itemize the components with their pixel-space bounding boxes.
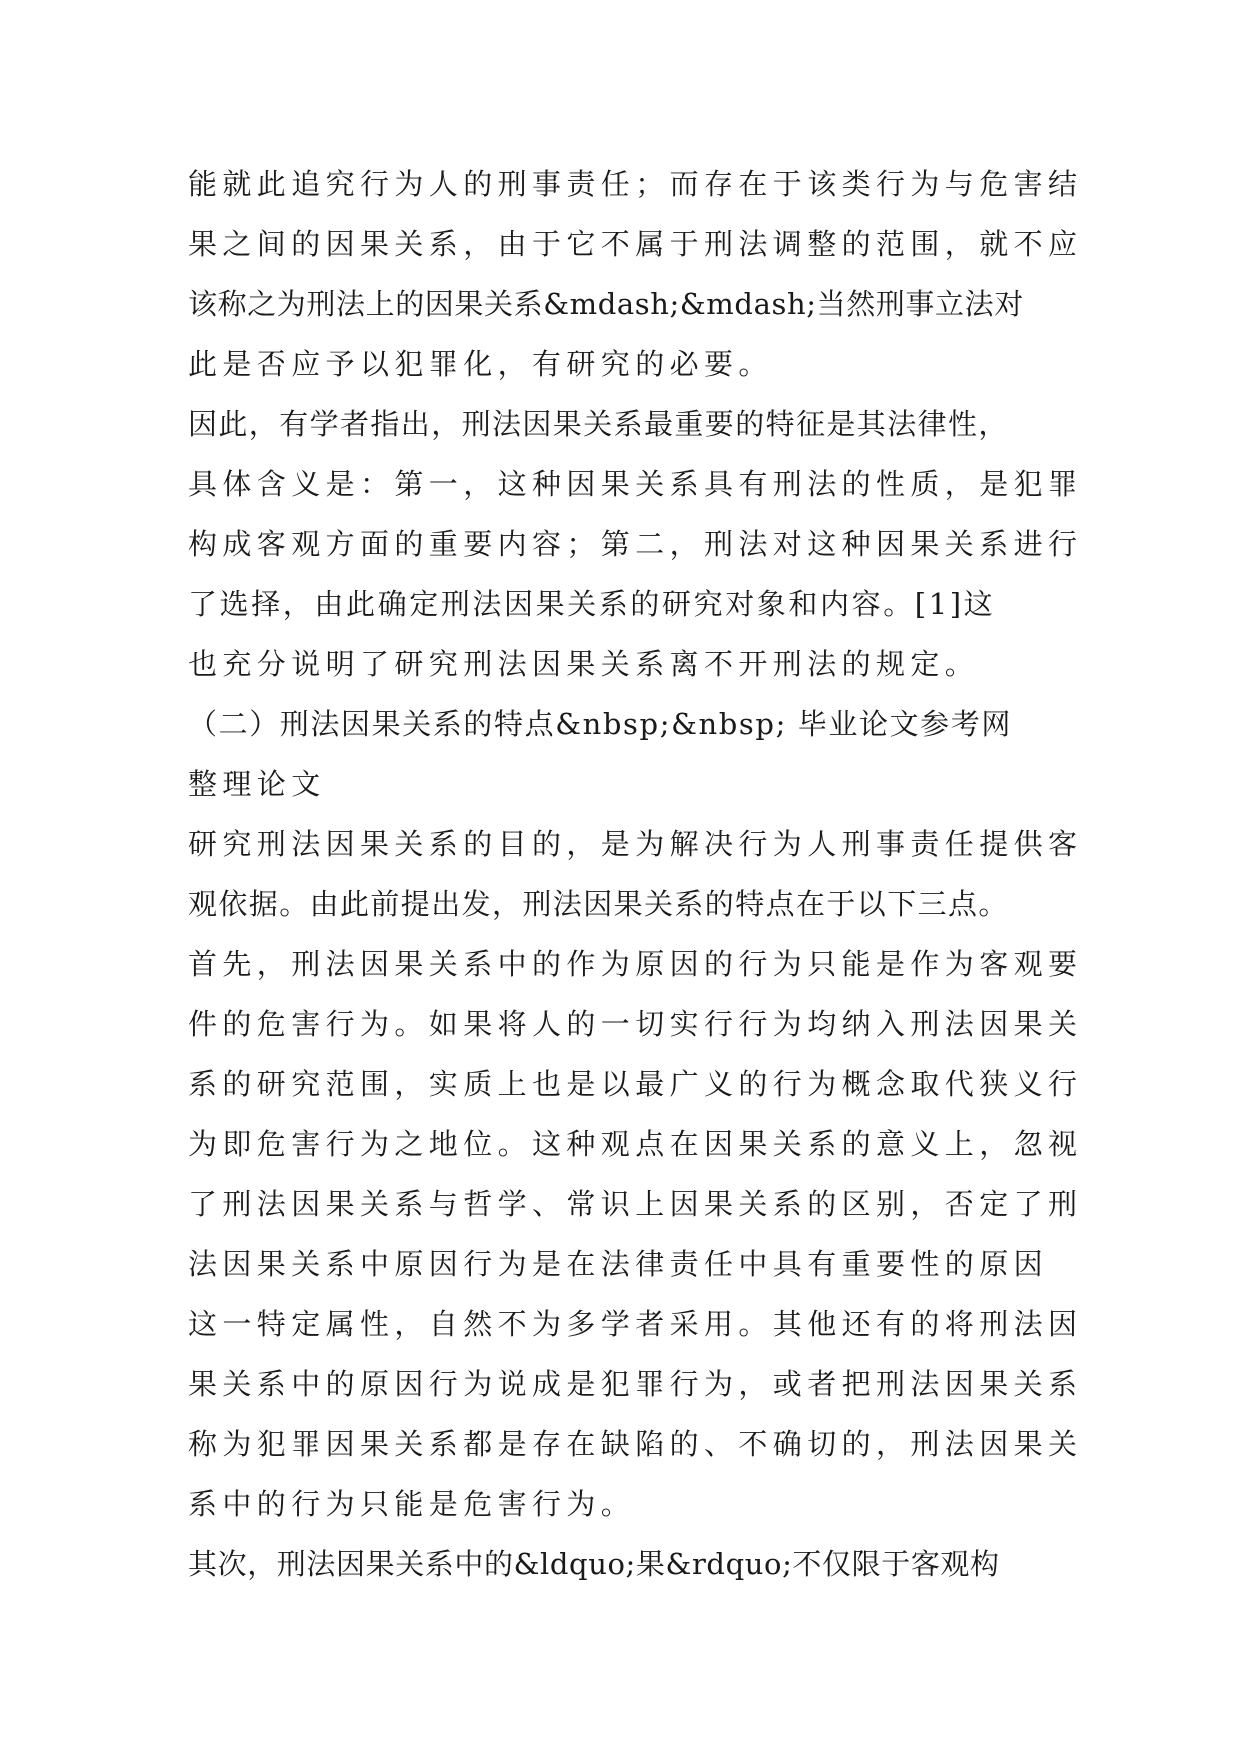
text-line: 构成客观方面的重要内容；第二，刑法对这种因果关系进行 [188, 527, 1083, 561]
text-line: 能就此追究行为人的刑事责任；而存在于该类行为与危害结 [188, 167, 1083, 201]
text-line: 这一特定属性，自然不为多学者采用。其他还有的将刑法因 [188, 1307, 1083, 1341]
text-line: 了选择，由此确定刑法因果关系的研究对象和内容。[1]这 [188, 587, 996, 621]
text-line: 具体含义是：第一，这种因果关系具有刑法的性质，是犯罪 [188, 467, 1083, 501]
text-line: 件的危害行为。如果将人的一切实行行为均纳入刑法因果关 [188, 1007, 1083, 1041]
text-line: 其次，刑法因果关系中的&ldquo;果&rdquo;不仅限于客观构 [188, 1547, 1000, 1581]
text-line: 了刑法因果关系与哲学、常识上因果关系的区别，否定了刑 [188, 1187, 1083, 1221]
text-line: 该称之为刑法上的因果关系&mdash;&mdash;当然刑事立法对 [188, 287, 1024, 321]
text-line: 研究刑法因果关系的目的，是为解决行为人刑事责任提供客 [188, 827, 1083, 861]
text-line: 法因果关系中原因行为是在法律责任中具有重要性的原因 [188, 1247, 1049, 1281]
text-line: 果关系中的原因行为说成是犯罪行为，或者把刑法因果关系 [188, 1367, 1083, 1401]
text-line: 系的研究范围，实质上也是以最广义的行为概念取代狭义行 [188, 1067, 1083, 1101]
text-line: 此是否应予以犯罪化，有研究的必要。 [188, 347, 773, 381]
text-line: 也充分说明了研究刑法因果关系离不开刑法的规定。 [188, 647, 980, 681]
text-line: 为即危害行为之地位。这种观点在因果关系的意义上，忽视 [188, 1127, 1083, 1161]
text-line: 系中的行为只能是危害行为。 [188, 1487, 636, 1521]
text-line: 因此，有学者指出，刑法因果关系最重要的特征是其法律性， [188, 407, 1009, 441]
text-line: 果之间的因果关系，由于它不属于刑法调整的范围，就不应 [188, 227, 1083, 261]
text-line: 首先，刑法因果关系中的作为原因的行为只能是作为客观要 [188, 947, 1083, 981]
section-heading-continued: 整理论文 [188, 767, 326, 801]
section-heading: （二）刑法因果关系的特点&nbsp;&nbsp; 毕业论文参考网 [188, 707, 1012, 741]
text-line: 观依据。由此前提出发，刑法因果关系的特点在于以下三点。 [188, 887, 1009, 921]
text-line: 称为犯罪因果关系都是存在缺陷的、不确切的，刑法因果关 [188, 1427, 1083, 1461]
